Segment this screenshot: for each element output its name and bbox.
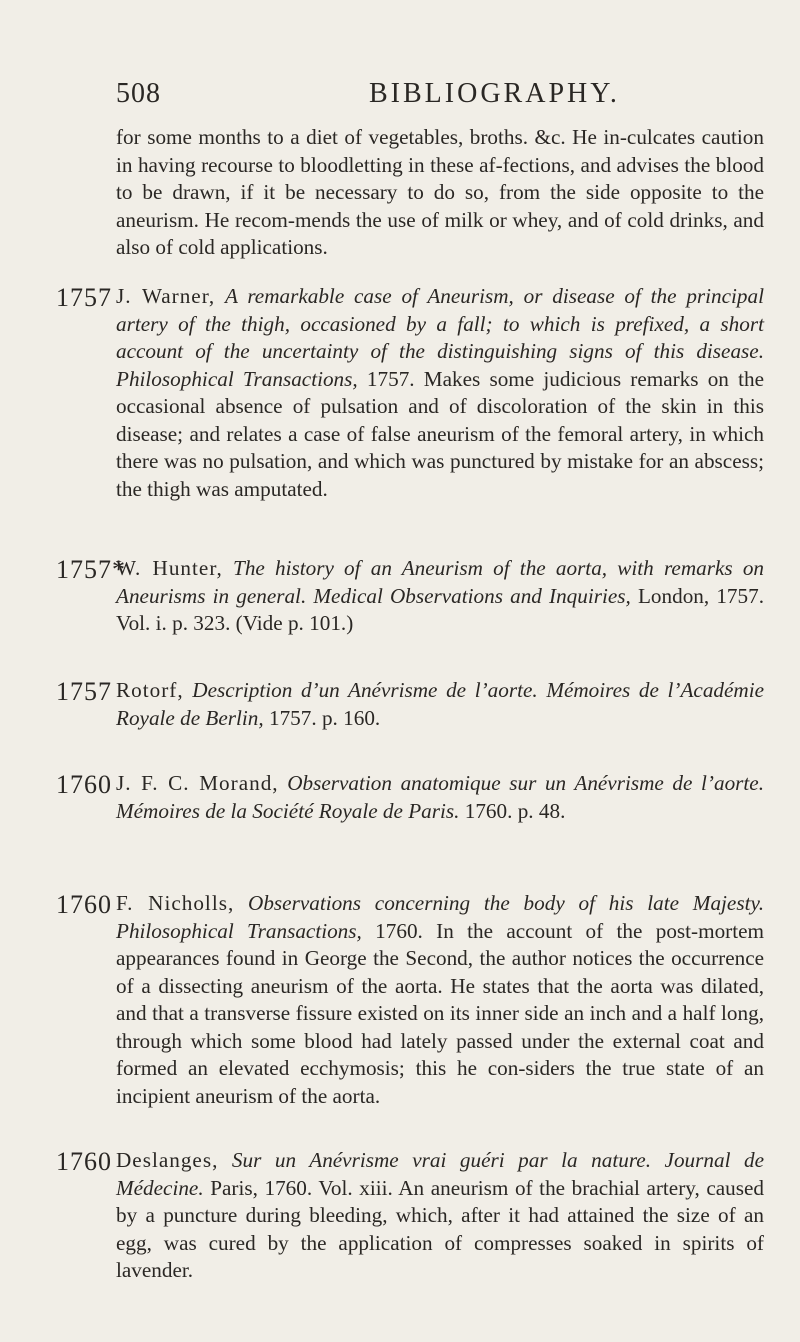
entry-source: Medical Observations and Inquiries, [313,583,631,608]
entry-year: 1760 [56,1147,112,1176]
entry-text [116,1147,764,1285]
entry-author: J. F. C. Morand, [116,771,279,795]
entry-title: Observation anatomique sur un Anévrisme de l’aorte. [287,771,764,795]
entry-source: Mémoires de l’Académie Royale de Berlin, [116,678,765,730]
entry-details: London, 1757. Vol. i. p. 323. (Vide p. 101.) [116,583,765,635]
entry-title: Sur un Anévrisme vrai guéri par la nature. [231,1148,651,1172]
entry-title: The history of an Aneurism of the aorta, with remarks on Aneurisms in general. [116,556,765,608]
entry-year: 1757 [56,677,112,706]
entry-year: 1760 [56,770,112,799]
entry-text [116,770,764,825]
entry-author: J. Warner, [116,284,216,308]
entry-year: 1760 [56,890,112,919]
entry-title: Observations concerning the body of his late Majesty. [248,891,764,915]
entry-author: W. Hunter, [116,556,223,580]
entry-source: Journal de Médecine. [116,1148,764,1200]
page-number: 508 [116,78,161,109]
entry-details: 1757. p. 160. [268,705,381,730]
entry-author: Deslanges, [116,1148,219,1172]
entry-year: 1757* [56,555,126,584]
entry-text [116,555,764,638]
entry-source: Philosophical Transactions, [116,366,358,391]
entry-source: Mémoires de la Société Royale de Paris. [116,798,460,823]
entry-details: 1760. In the account of the post-mortem appearances found in George the Second, the author notices the occurrence of a dissecting aneurism of the aorta. He states that the aorta was dilated, and that a transverse fissure existed on its inner side an inch and a half long, through which some blood had lately passed under the external coat and formed an elevated ecchymosis; this he con-siders the true state of an incipient aneurism of the aorta. [116,918,764,1108]
entry-text [116,283,764,503]
entry-details: 1760. p. 48. [464,798,566,823]
entry-year: 1757 [56,283,112,312]
running-head [116,78,756,118]
continuation-paragraph: for some months to a diet of vegetables, broths. &c. He in-culcates caution in having recourse to bloodletting in these af-fections, and advises the blood to be drawn, if it be necessary to do so, from the side opposite to the aneurism. He recom-mends the use of milk or whey, and of cold drinks, and also of cold applications. [116,125,764,259]
entry-author: F. Nicholls, [116,891,235,915]
entry-details: Paris, 1760. Vol. xiii. An aneurism of the brachial artery, caused by a puncture during bleeding, which, after it had attained the size of an egg, was cured by the application of compresses soaked in spirits of lavender. [116,1175,765,1282]
entry-title: A remarkable case of Aneurism, or disease of the principal artery of the thigh, occasioned by a fall; to which is prefixed, a short account of the uncertainty of the distinguishing signs of this disease. [116,284,765,363]
entry-details: 1757. Makes some judicious remarks on the occasional absence of pulsation and of discoloration of the skin in this disease; and relates a case of false aneurism of the femoral artery, in which there was no pulsation, and which was punctured by mistake for an abscess; the thigh was amputated. [116,366,764,501]
entry-text [116,890,764,1110]
entry-author: Rotorf, [116,678,184,702]
running-title: BIBLIOGRAPHY. [369,78,620,109]
entry-source: Philosophical Transactions, [116,918,362,943]
entry-title: Description d’un Anévrisme de l’aorte. [192,678,538,702]
entry-text [116,677,764,732]
